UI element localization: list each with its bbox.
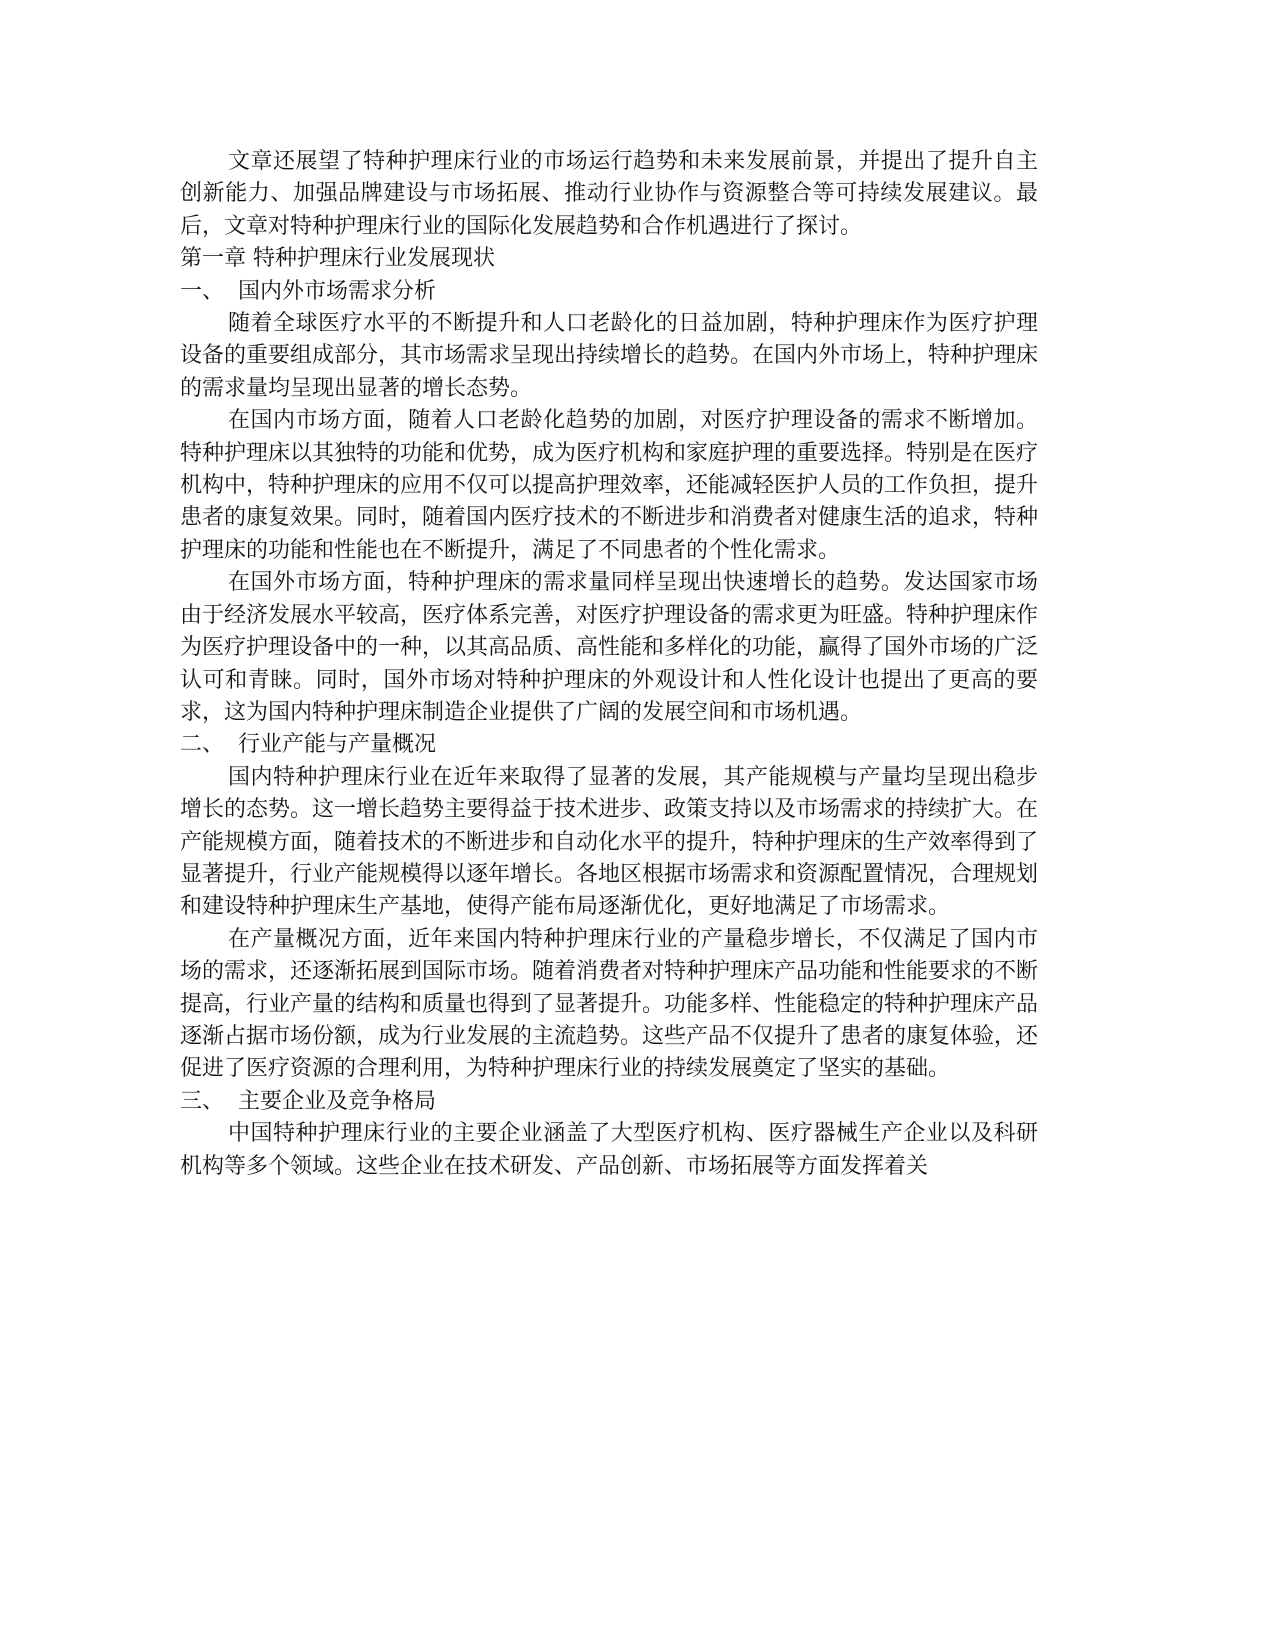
body-paragraph: 在国外市场方面，特种护理床的需求量同样呈现出快速增长的趋势。发达国家市场由于经济发展水平较高，医疗体系完善，对医疗护理设备的需求更为旺盛。特种护理床作为医疗护理设备中的一种，以其高品质、高性能和多样化的功能，赢得了国外市场的广泛认可和青睐。同时，国外市场对特种护理床的外观设计和人性化设计也提出了更高的要求，这为国内特种护理床制造企业提供了广阔的发展空间和市场机遇。 (180, 570, 1039, 725)
document-page (180, 146, 1038, 1183)
body-paragraph: 随着全球医疗水平的不断提升和人口老龄化的日益加剧，特种护理床作为医疗护理设备的重要组成部分，其市场需求呈现出持续增长的趋势。在国内外市场上，特种护理床的需求量均呈现出显著的增长态势。 (180, 311, 1039, 401)
body-paragraph: 中国特种护理床行业的主要企业涵盖了大型医疗机构、医疗器械生产企业以及科研机构等多个领域。这些企业在技术研发、产品创新、市场拓展等方面发挥着关 (180, 1121, 1038, 1179)
body-paragraph: 在国内市场方面，随着人口老龄化趋势的加剧，对医疗护理设备的需求不断增加。特种护理床以其独特的功能和优势，成为医疗机构和家庭护理的重要选择。特别是在医疗机构中，特种护理床的应用不仅可以提高护理效率，还能减轻医护人员的工作负担，提升患者的康复效果。同时，随着国内医疗技术的不断进步和消费者对健康生活的追求，特种护理床的功能和性能也在不断提升，满足了不同患者的个性化需求。 (180, 408, 1039, 563)
body-paragraph: 在产量概况方面，近年来国内特种护理床行业的产量稳步增长，不仅满足了国内市场的需求，还逐渐拓展到国际市场。随着消费者对特种护理床产品功能和性能要求的不断提高，行业产量的结构和质量也得到了显著提升。功能多样、性能稳定的特种护理床产品逐渐占据市场份额，成为行业发展的主流趋势。这些产品不仅提升了患者的康复体验，还促进了医疗资源的合理利用，为特种护理床行业的持续发展奠定了坚实的基础。 (180, 926, 1039, 1082)
section-heading: 三、 主要企业及竞争格局 (180, 1088, 436, 1114)
section-heading: 一、 国内外市场需求分析 (180, 278, 436, 304)
chapter-title: 第一章 特种护理床行业发展现状 (180, 246, 495, 272)
body-paragraph: 国内特种护理床行业在近年来取得了显著的发展，其产能规模与产量均呈现出稳步增长的态势。这一增长趋势主要得益于技术进步、政策支持以及市场需求的持续扩大。在产能规模方面，随着技术的不断进步和自动化水平的提升，特种护理床的生产效率得到了显著提升，行业产能规模得以逐年增长。各地区根据市场需求和资源配置情况，合理规划和建设特种护理床生产基地，使得产能布局逐渐优化，更好地满足了市场需求。 (180, 764, 1039, 920)
intro-paragraph: 文章还展望了特种护理床行业的市场运行趋势和未来发展前景，并提出了提升自主创新能力、加强品牌建设与市场拓展、推动行业协作与资源整合等可持续发展建议。最后，文章对特种护理床行业的国际化发展趋势和合作机遇进行了探讨。 (180, 149, 1038, 239)
section-heading: 二、 行业产能与产量概况 (180, 732, 436, 758)
